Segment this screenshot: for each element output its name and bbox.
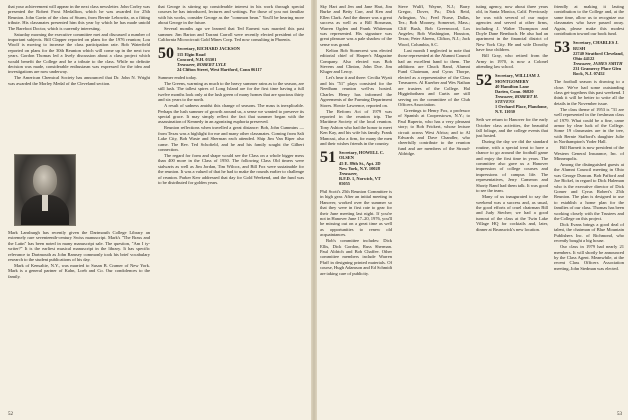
address-line: 1 Orchard Place, Plandome, N.Y. 11030 — [495, 104, 548, 115]
address-line: 231 Gramercy Place Glen Rock, N.J. 07452 — [573, 65, 622, 76]
class-officers — [495, 73, 548, 114]
right-column-4 — [554, 4, 624, 271]
paragraph: tuting agency, now about three years old, in Santa Monica, Calif. Previously he was with several of our major agencies and served at other firms, including J. Walter Thompson and Doyle Dane Bernbach. He also had an apartment in the financial district of New York City. He and wife Dorothy have four children. — [476, 4, 548, 53]
address-line: Darien, Conn. 06820 — [495, 88, 534, 94]
right-column-1 — [320, 4, 392, 276]
class-officers — [573, 40, 624, 76]
paragraph: Many of us inaugurated to say the weekend was a success and, as usual, the good efforts of cruel chairman Bill and Judy Stecher; we had a good turnout of the class at the Twin Lake Village HQ for cocktails and, later, dinner at Brunswick's new location. — [476, 194, 548, 232]
treasurer-line: Treasurer, JAMES SMITH — [573, 60, 623, 66]
paragraph: that your achievement will appear in the next class newsletter. John Corley was presented the Robert Frost Medallion, which he was awarded for 25th Reunion. John Gavin of the class of Sturm, from Bernie Lebowitz, as a fitting tribute. His classmates presented him this year by which he has made untold The Barefoot Doctor, which is currently interesting. — [8, 4, 150, 31]
left-page — [0, 0, 312, 420]
paragraph: Mark of Kensaltie, N.Y., was married to Susan B. Cramer of New York. Mark is a general partner of Kahn, Loeb and Co. Our condolences to the family. — [8, 263, 150, 279]
treasurer-line: Treasurer, ROBERT H. STEVENS — [495, 93, 539, 104]
paragraph: Our class in 1979 had nearly 21 members. It will shortly be announced by the Class Agent. Meanwhile, at the recent Class Officers Association meeting, John Stedman was elected. — [554, 244, 624, 271]
secretary-line: Secretary, RICHARD JACKSON — [177, 46, 240, 52]
paragraph: Saturday morning the executive committee met and discussed a number of important subjects. Bill Clapper reported on plans for the 1976 reunion; Lou Woolf is moving to increase the class participation rate. Bob Waterfield reported on plans for the 30th Reunion which will come up in the next two years. Gordon Thomas led a lively discussion about a class project which would benefit the College and be a tribute to the class. While no definite decision was made, considerable enthusiasm was expressed for the idea and investigations are now underway. — [8, 31, 150, 75]
paragraph: The regard for form and shape would see the Class on a whole bigger mess than 400 more in the Class of 1950. The following Class Old timers were stalwarts as well as Jim Jordan, Tim Wilcox, and Bill Fox were sustainable for the reunion. It was a valued of that he had to make the rounds earlier to challenge of reunion. Parker Kerr addressed that day for Gold Weekend, and the fund was to be distributed for golden years. — [158, 152, 304, 185]
paragraph: A result of sadness amidst this change of seasons. The mass is inexplicable. Perhaps the lush summer of growth around us, a sense we wanted to preserve its special grace. It may simply reflect the fact that summer began with the assassination of Kennedy in an agonizing euphoria preserved. — [158, 103, 304, 125]
paragraph: The Greens, warming as much to the heavy summer rains as to the season, are still lush. The tallest spires of Long Island are for the first time having a full twelve months look only at the lush green of many homes that are spacious thirty and six years to the north. — [158, 80, 304, 103]
right-column-3 — [476, 4, 548, 232]
paragraph: Several months ago we learned that Ted Earnest was married this past summer. Jim Barton and Tarrant Carroll were recently elected president of the California Microcircuit Gold Mines Corp. Ted now consulting in Phoenix. — [158, 26, 304, 43]
paragraph: Greetings to Henry Fox, a professor of Spanish at Cooperstown, N.Y.; to Paul Ruperto, who has a very pleasant story; to Bob Frickert, whose lecture circuit across West Africa; and to Al Edwards and Dave Chandler, who cheerfully contribute to the reunion fund and are members of the Stroud-Aldridge. — [398, 107, 470, 157]
left-column-1 — [8, 4, 150, 86]
class-header-53 — [554, 40, 624, 76]
portrait-shirt — [42, 195, 48, 211]
paragraph: Reunion reflections when travelled a great distance: Bob, John Cummins — from Texas was a highlight for me and many other classmates. Coming from Salt Lake City, Bob Waste and Sherman each attended. Ship Jim Van Riper also came. The Rev. Ted Schofield, and he and his family sought the Gilbert connection. — [158, 125, 304, 152]
treasurer-line: Treasurer, — [339, 170, 358, 176]
address-line: 22740 Stratford Cleveland, Ohio 44122 — [573, 50, 624, 61]
class-year-number: 50 — [158, 45, 174, 63]
left-column-2 — [158, 4, 304, 185]
paragraph: Let's hear it and three: Cecilia Wyatt and his "51" plays consisted for the Needham reunion well-as hosted. Charles Henry has informed the Agreements of the Farming Department Stores. Howie Lawrence, reported on. — [320, 75, 392, 108]
page-number-left: 52 — [8, 412, 13, 417]
paragraph: Kelton Bob Stonecrest was elected editorial chief of Harper's Magazine Company. Also elected was Bob Stevens and Clinton, John Doe. Jim Kluger and Leroy. — [320, 47, 392, 75]
right-column-2 — [398, 4, 470, 157]
secretary-line: Secretary, CHARLES J. RUSH — [573, 40, 619, 51]
paragraph: Phil Scott's 25th Reunion Committee is in high gear. After an initial meeting in Hanover, worked over the summer so that they were in first rate to gear for their June meeting last night. If you're not in Hanover June 17–20, 1976, you'll be missing out on a great time as well as opportunities to renew old acquaintances. — [320, 189, 392, 238]
treasurer-line: Treasurer, ROBERT LYLE — [177, 61, 227, 67]
paragraph: friendly at making it lasting contribution to the College and, at the same time, allow us to recognize our classmates who have passed away. Again, please make this modest contribution toward our book fund. — [554, 4, 624, 37]
left-column-1-lower — [8, 230, 150, 279]
paragraph: The class theme of 1953 is "31 are well represented in the freshman class of 1979. What could be a fine, came armor by clear luck of the College. Some 19 classmates are in the tree, with Bernie Stafford's daughter Julie in Northampton's Yoder Hall. — [554, 106, 624, 145]
address-line: 40 Hamilton Lane — [495, 83, 529, 89]
class-year-number: 51 — [320, 149, 336, 167]
paragraph: that George is stirring up considerable interest in his work through special courses he has introduced, lectures and writings. For those of you not familiar with his works, consider George as the "common bean." You'll be hearing more about George in the future. — [158, 4, 304, 26]
paragraph: During the day we did the standard routine, with a special treat to have a chance to go around the football game and enjoy the first time in years. The committee also gave us a Hanover impression of college courses and impressions of campus life. The representatives, Jerry Cameron and Shorty Rand had them talk. It was good to see the team. — [476, 139, 548, 194]
classmate-portrait-photo — [14, 154, 76, 226]
paragraph: Sky Hart and Jen and Jane Hart, Jim Burke and Betty Carr, and Ken and Ellen Clark. And the dinner was a great success as well as a Bill Rossman, Warren Ogden and Frank Whiteman was represented. His signature was great pleasure was a pale shadow of the sense was grand. — [320, 4, 392, 47]
page-number-right: 53 — [617, 412, 622, 417]
secretary-line: Secretary, WILLIAM J. MONTGOMERY — [495, 73, 541, 84]
paragraph: Bill Gray, who retired from the Army in 1970, is now a Colonel attending law school. — [476, 53, 548, 70]
paragraph: Bob's committee includes: Dick Ellis, Dick Gordon, Russ Sherman. Paul Aldrich and Bob Chaffee. Other committee members include Warren Pfaff in designing printed materials. Of course, Hugh Adamson and Ed Schmidt are taking care of publicity. — [320, 238, 392, 276]
class-header-51 — [320, 150, 392, 186]
paragraph: Summer ended today. — [158, 74, 197, 80]
paragraph: Seth we return to Hanover for the early October class activities, the beautiful fall foliage, and the college events that just hosted. — [476, 117, 548, 139]
address-line: 24 Clifton Street, West Hartford, Conn 06117 — [177, 66, 262, 72]
address-line: 115 Elgin Road — [177, 51, 206, 57]
class-year-number: 52 — [476, 72, 492, 90]
portrait-face — [33, 165, 57, 195]
address-line: R.F.D. 1, Norwich, VT 05055 — [339, 175, 381, 186]
paragraph: The football season is drawing to a close. We've had some outstanding class get-togethers this past weekend. I think it will be better to write all the details in the November issue. — [554, 79, 624, 106]
paragraph: Among the distinguished guests at the Alumni Council meeting in Ohio was George Duncan. Bob Pafford and Joe Bickel, in regard to Dick Haleman who is the executive director of Dick Gomer and Cyrus Robert's 25th Reunion. The plan is designed to use to establish a home plan for the families of our class. Thomas has been working closely with the Trustees and the College on this project. — [554, 161, 624, 222]
address-line: Concord, N.H. 03301 — [177, 56, 217, 62]
left-col1-top-text — [8, 4, 150, 86]
paragraph: The Reform Act of 1979 was reported in the reunion trip. The Maritime Society of the local reunion. Tony Ashton who had the honor to meet Ken Kay, and his wife his family. Frank Mancusi, also a firm, for many the men and their wishes friends in the country. — [320, 108, 392, 146]
secretary-line: Secretary, HOWELL C. OLSEN — [339, 150, 385, 161]
paragraph: Last month I neglected to note that those represented at the Alumni Council had an excellent hand to them. The additions are Chuck Rand, Alumni Fund Chairman, and Cyrus Thorpe, elected as a representative of the Class Treasurers. Al Kuerber and Wes Nathan are trustees of the College. Hal Higginbotham and Curtis are still serving on the committee of the Club Officers Association. — [398, 47, 470, 107]
paragraph: Steve Wulff, Wayne, N.J.; Barry Gregor, Dover, Pa.; Dick Reid, Arlington, Va.; Fred Nurse, Dallas, Tex.; Bob Mooney, Somerset, Mass.; Cliff Bush, Bob Greenwood, Los Angeles; Bob Washington, Houston, Texas; Peter Ahrens, Clifton, N.J.; Jack Wood, Columbia, S.C. — [398, 4, 470, 47]
class-officers — [339, 150, 392, 186]
paragraph: Bill Barnett is now president of the Western General Insurance, Inc. of Minneapolis. — [554, 145, 624, 161]
paragraph: Mark Lansburgh has recently given the Dartmouth College Library an extremely rare seventeenth-century Swiss manuscript. Mark's "The Brass and the Latin" has been noted in many manuscript sale. The question, "Am I ty-writer?" It is the earliest musical manuscript in the library. It has specific relevance to Dartmouth as John Ramsey commonly took his brief vocabulary research to the student publications of his day. — [8, 230, 150, 263]
paragraph: Dick Evans brings a good deal of talent, the chairman of Blue Mountain Publishers Inc. of Richmond, who recently bought a big house. — [554, 222, 624, 244]
right-page — [316, 0, 628, 420]
class-officers — [177, 46, 262, 71]
address-line: 45 E. 89th St., Apt. 2D — [339, 160, 381, 166]
class-header-50 — [158, 46, 304, 71]
address-line: New York, N.Y. 10028 — [339, 165, 380, 171]
class-year-number: 53 — [554, 39, 570, 57]
class-header-52 — [476, 73, 548, 114]
paragraph: The American Chemical Society has announced that Dr. John N. Wright was awarded the Morley Medal of the Cleveland section. — [8, 75, 150, 86]
